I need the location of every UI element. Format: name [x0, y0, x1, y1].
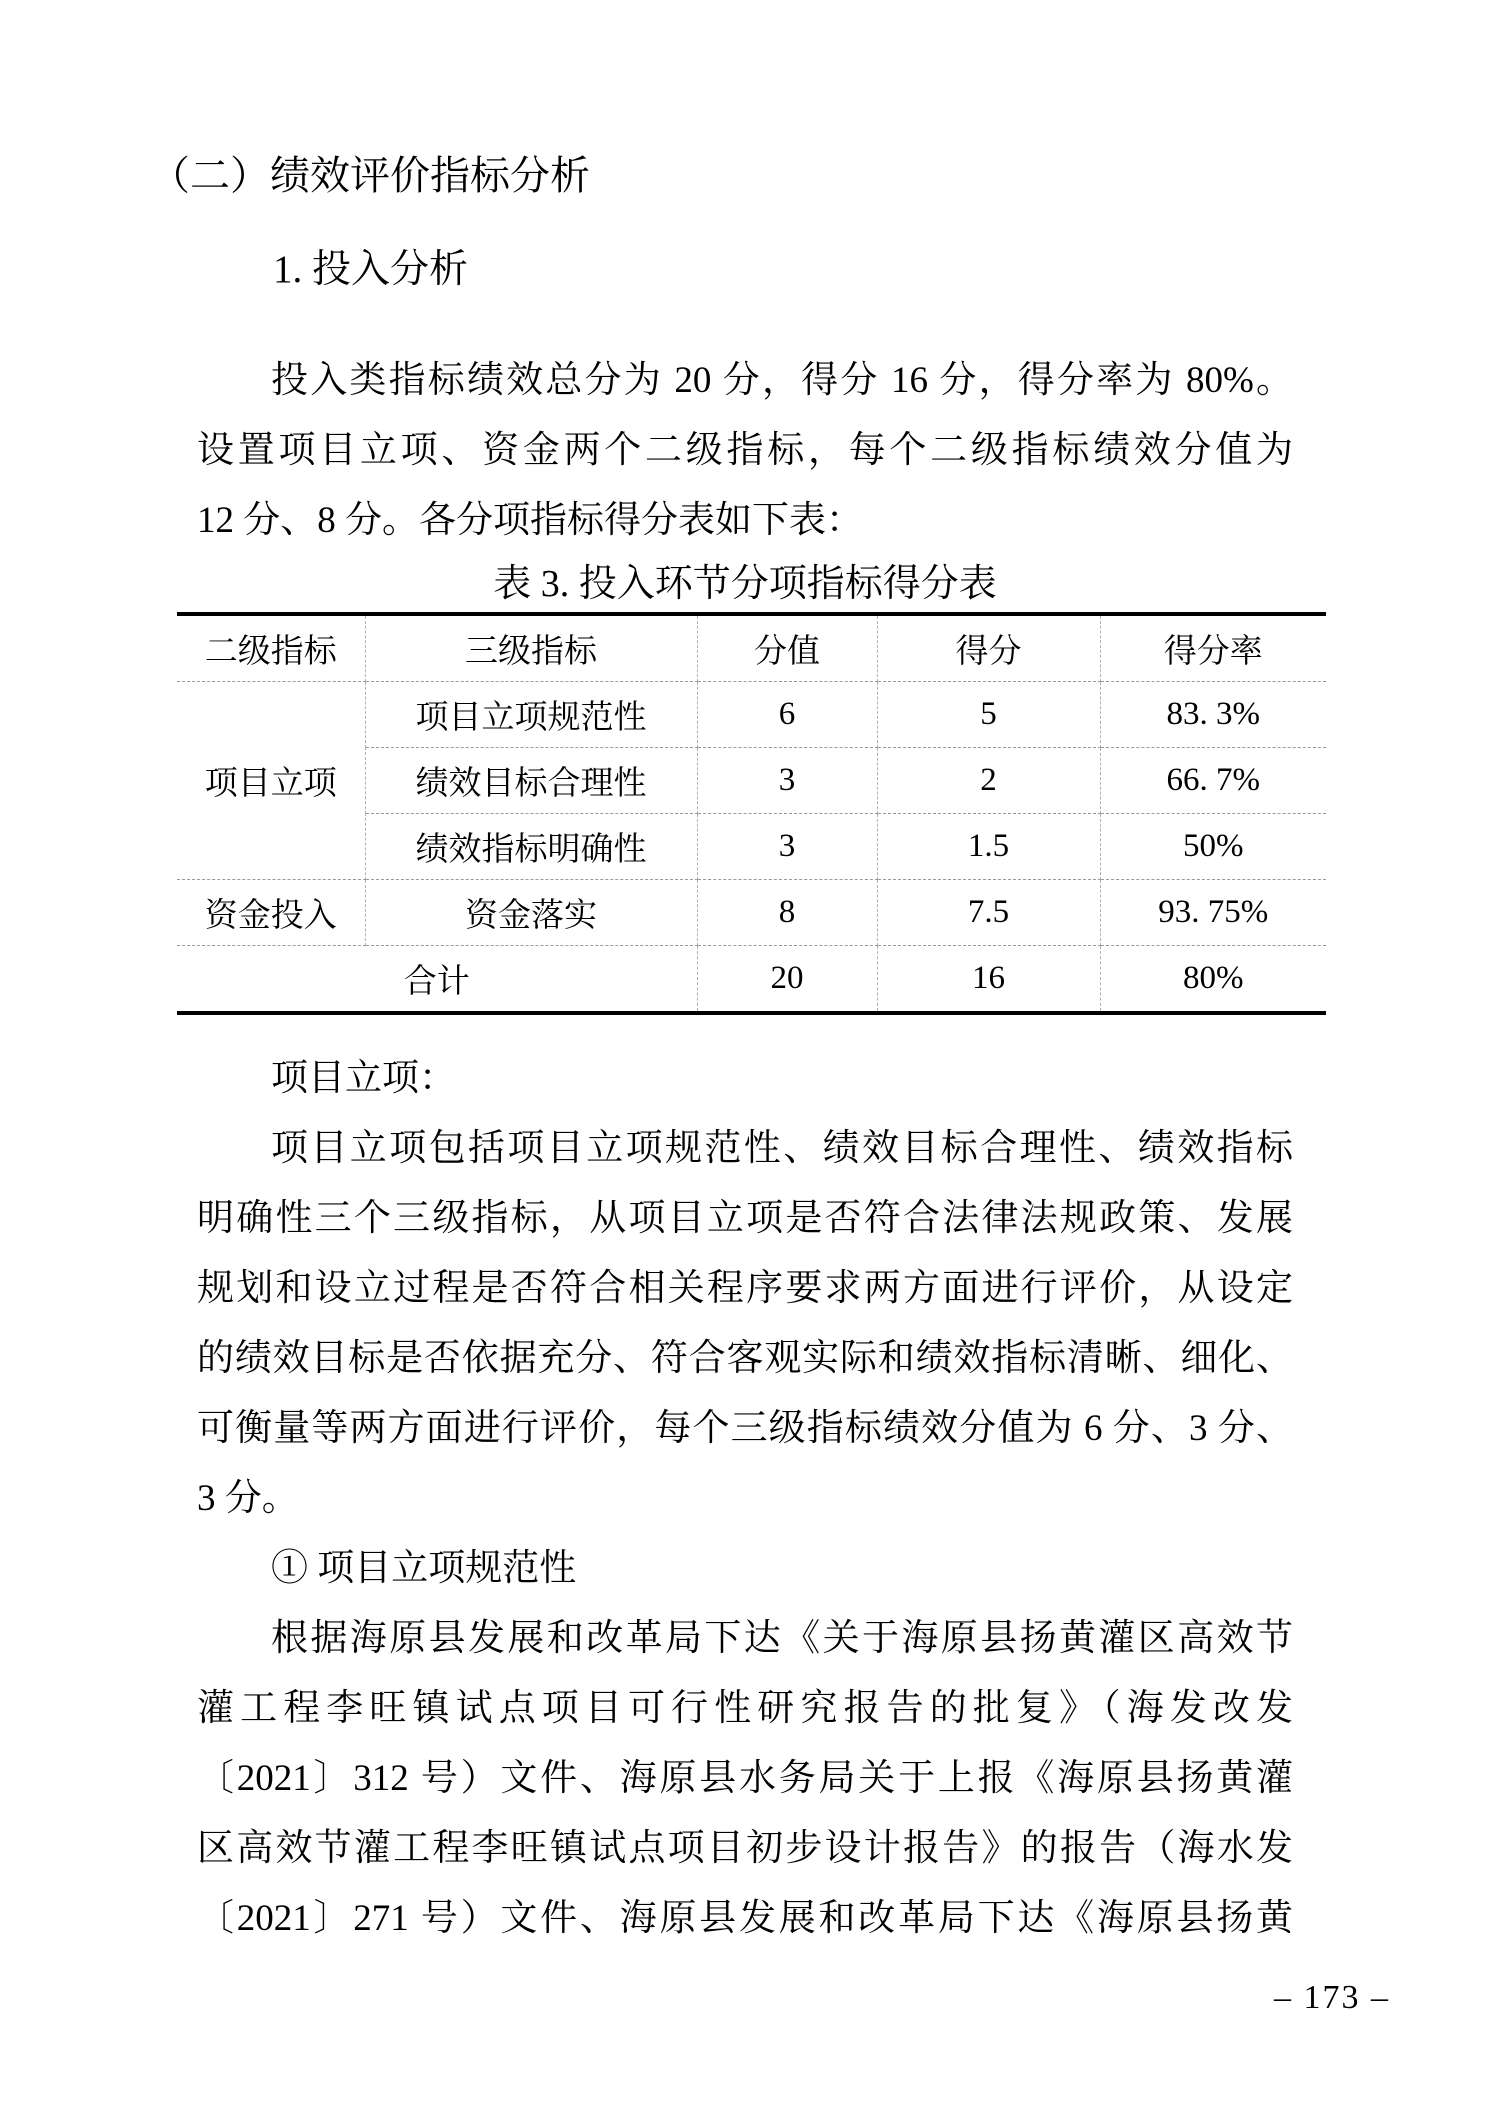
body-line: 明确性三个三级指标，从项目立项是否符合法律法规政策、发展 — [197, 1198, 1293, 1239]
body-line: 区高效节灌工程李旺镇试点项目初步设计报告》的报告（海水发 — [197, 1828, 1293, 1869]
table-row — [177, 880, 1326, 946]
table-row — [177, 682, 1326, 748]
body-line: 可衡量等两方面进行评价，每个三级指标绩效分值为 6 分、3 分、 — [197, 1408, 1293, 1449]
page-number: – 173 – — [1274, 1979, 1390, 2016]
body-line: 设置项目立项、资金两个二级指标，每个二级指标绩效分值为 — [197, 430, 1293, 471]
score-table — [177, 612, 1326, 1015]
body-line: 的绩效目标是否依据充分、符合客观实际和绩效指标清晰、细化、 — [197, 1338, 1293, 1379]
body-line: 项目立项： — [271, 1058, 456, 1099]
body-line: 投入类指标绩效总分为 20 分，得分 16 分，得分率为 80%。 — [271, 360, 1293, 401]
body-line: 〔2021〕271 号）文件、海原县发展和改革局下达《海原县扬黄 — [197, 1898, 1293, 1939]
cell-rate: 83. 3% — [1100, 682, 1326, 748]
body-line: 项目立项包括项目立项规范性、绩效目标合理性、绩效指标 — [271, 1128, 1293, 1169]
cell-score: 5 — [877, 682, 1100, 748]
cell-max: 3 — [697, 814, 877, 880]
body-line: 根据海原县发展和改革局下达《关于海原县扬黄灌区高效节 — [271, 1618, 1293, 1659]
cell-level3: 资金落实 — [365, 880, 697, 946]
body-line: ① 项目立项规范性 — [271, 1548, 577, 1589]
table-caption: 表 3. 投入环节分项指标得分表 — [493, 563, 997, 605]
col-header-max-score: 分值 — [697, 614, 877, 682]
cell-score: 7.5 — [877, 880, 1100, 946]
cell-rate: 80% — [1183, 960, 1244, 996]
cell-max: 20 — [697, 946, 877, 1014]
cell-level3: 项目立项规范性 — [365, 682, 697, 748]
table-header-row — [177, 614, 1326, 682]
section-heading: （二）绩效评价指标分析 — [150, 153, 590, 198]
cell-level2-group: 项目立项 — [177, 682, 365, 880]
cell-max: 6 — [697, 682, 877, 748]
body-line: 12 分、8 分。各分项指标得分表如下表： — [197, 500, 863, 541]
cell-score: 2 — [877, 748, 1100, 814]
cell-total-label: 合计 — [177, 946, 697, 1014]
body-line: 〔2021〕312 号）文件、海原县水务局关于上报《海原县扬黄灌 — [197, 1758, 1293, 1799]
col-header-score: 得分 — [877, 614, 1100, 682]
col-header-level2: 二级指标 — [177, 614, 365, 682]
cell-score: 16 — [877, 946, 1100, 1014]
cell-max: 8 — [697, 880, 877, 946]
col-header-level3: 三级指标 — [365, 614, 697, 682]
cell-max: 3 — [697, 748, 877, 814]
body-line: 规划和设立过程是否符合相关程序要求两方面进行评价，从设定 — [197, 1268, 1293, 1309]
page-content — [0, 152, 1488, 2018]
subsection-heading: 1. 投入分析 — [273, 248, 469, 291]
table-total-row — [177, 946, 1326, 1014]
cell-level2-group: 资金投入 — [177, 880, 365, 946]
cell-rate: 93. 75% — [1100, 880, 1326, 946]
body-line: 灌工程李旺镇试点项目可行性研究报告的批复》（海发改发 — [197, 1688, 1293, 1729]
cell-level3: 绩效目标合理性 — [365, 748, 697, 814]
cell-rate: 66. 7% — [1100, 748, 1326, 814]
cell-rate: 50% — [1100, 814, 1326, 880]
cell-level3: 绩效指标明确性 — [365, 814, 697, 880]
col-header-rate: 得分率 — [1100, 614, 1326, 682]
body-line: 3 分。 — [197, 1478, 299, 1519]
cell-score: 1.5 — [877, 814, 1100, 880]
